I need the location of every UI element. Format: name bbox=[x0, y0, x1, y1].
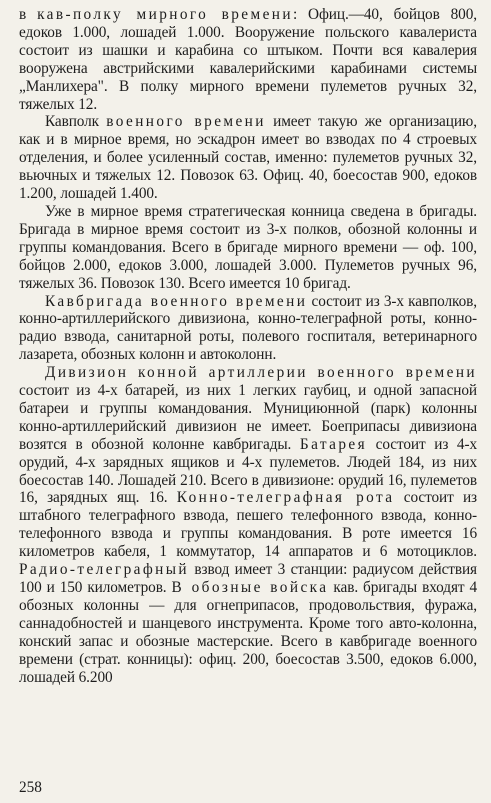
text-run: имеет такую же организацию, как и в мирное время, но эскадрон имеет во взводах по 4 строевых отделения, и более усиленный состав, именно: пулеметов ручных 32, вьючных и тяжелых 12. Повозок 63. Офиц. 40, боесостав 900, едоков 1.200, лошадей 1.400. bbox=[19, 113, 477, 203]
spaced-emphasis: кав-полку мирного времени bbox=[37, 6, 293, 23]
text-run: состоит из 3-х кавполков, конно-артиллерийского дивизиона, конно-телеграфной роты, конно-радио взвода, санитарной роты, полевого госпиталя, ветеринарного лазарета, обозных колонн и автоколонн. bbox=[19, 292, 477, 364]
text-run: : Офиц.—40, бойцов 800, едоков 1.000, лошадей 1.000. Вооружение польского кавалериста состоит из шашки и карабина со штыком. Почти вся кавалерия вооружена австрийскими кавалерийскими карабинами системы „Манлихера". В полку мирного времени пулеметов ручных 32, тяжелых 12. bbox=[19, 6, 477, 113]
text-run: взвод имеет 3 станции: радиусом действия 100 и 150 километров. bbox=[19, 561, 477, 596]
page-number: 258 bbox=[19, 779, 42, 796]
spaced-emphasis: военного времени bbox=[106, 113, 266, 131]
text-run: состоит из штабного телеграфного взвода, пешего телефонного взвода, конно-телефонного взвода и группы командования. В роте имеется 16 километров кабеля, 1 коммутатор, 14 аппаратов и 6 мотоциклов. bbox=[19, 489, 477, 561]
text-run: состоит из 4-х орудий, 4-х зарядных ящиков и 4-х пулеметов. Людей 184, из них боесостав 140. Лошадей 210. Всего в дивизионе: орудий 16, пулеметов 16, зарядных ящ. 16. bbox=[19, 435, 477, 507]
paragraph bbox=[19, 113, 477, 203]
spaced-emphasis: В обозные войска bbox=[171, 579, 329, 596]
text-run: Кавполк bbox=[45, 113, 107, 131]
paragraph bbox=[19, 203, 477, 293]
paragraph bbox=[19, 6, 477, 113]
text-run: кав. бригады входят 4 обозных колонны — для огнеприпасов, продовольствия, фуража, саннадобностей и шанцевого инструмента. Кроме того авто-колонна, конский запас и обозные мастерские. Всего в кавбригаде военного времени (страт. конницы): офиц. 200, боесостав 3.500, едоков 6.000, лошадей 6.200 bbox=[19, 579, 478, 686]
spaced-emphasis: Радио-телеграфный bbox=[19, 561, 189, 579]
spaced-emphasis: Конно-телеграфная рота bbox=[176, 489, 395, 507]
spaced-emphasis: Дивизион конной артиллерии военного времени bbox=[45, 364, 477, 382]
spaced-emphasis: Кавбригада военного времени bbox=[45, 292, 308, 310]
body-text bbox=[19, 6, 477, 686]
paragraph bbox=[19, 293, 477, 365]
text-run: состоит из 4-х батарей, из них 1 легких гаубиц, и одной запасной батареи и группы командования. Мунициюнной (парк) колонны конно-артиллерийский дивизион не имеет. Боеприпасы дивизиона возятся в обозной колонне кавбригады. bbox=[19, 382, 477, 453]
text-run: в bbox=[19, 6, 38, 23]
text-run: Уже в мирное время стратегическая конница сведена в бригады. Бригада в мирное время состоит из 3-х полков, обозной колонны и группы командования. Всего в бригаде мирного времени — оф. 100, бойцов 2.000, едоков 3.000, лошадей 3.000. Пулеметов ручных 96, тяжелых 36. Повозок 130. Всего имеется 10 бригад. bbox=[19, 202, 477, 292]
spaced-emphasis: Батарея bbox=[299, 435, 368, 453]
paragraph bbox=[19, 364, 477, 686]
